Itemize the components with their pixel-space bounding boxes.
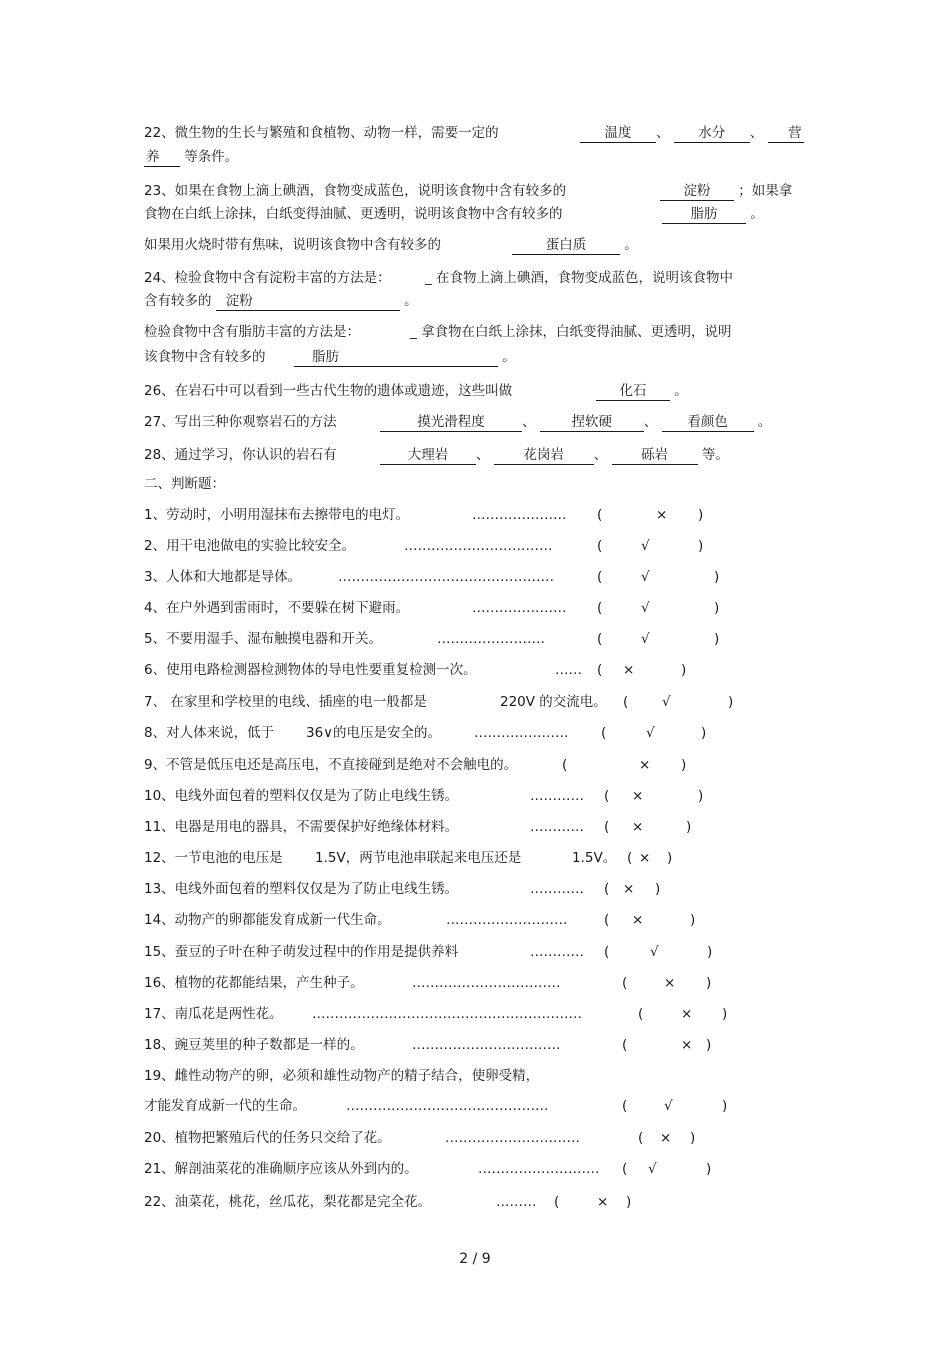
judge-item: 才能发育成新一代的生命。 (144, 1098, 306, 1114)
judge-item: 10、电线外面包着的塑料仅仅是为了防止电线生锈。 (144, 788, 459, 804)
q28-answer-2: 花岗岩 (494, 446, 594, 465)
judge-open: ( (627, 850, 633, 866)
judge-close: ) (681, 757, 687, 773)
judge-close: ) (686, 819, 692, 835)
judge-mark: × (623, 881, 635, 897)
judge-open: ( (597, 538, 603, 554)
judge-dots: ……………………………………… (346, 1098, 549, 1114)
judge-close: ) (698, 788, 704, 804)
judge-open: ( (604, 881, 610, 897)
judge-mark: × (660, 1130, 672, 1146)
judge-item: 19、雌性动物产的卵，必须和雄性动物产的精子结合，使卵受精， (144, 1068, 540, 1084)
judge-mark: √ (641, 600, 650, 616)
judge-item: 6、使用电路检测器检测物体的导电性要重复检测一次。 (144, 662, 477, 678)
judge-item: 22、油菜花，桃花，丝瓜花，梨花都是完全花。 (144, 1194, 432, 1210)
judge-dots: ……… (496, 1194, 537, 1210)
judge-dots: ………… (530, 788, 584, 804)
period: 。 (674, 383, 688, 399)
q26-answer: 化石 (596, 382, 670, 401)
judge-mark: × (597, 1194, 609, 1210)
judge-item: 14、动物产的卵都能发育成新一代生命。 (144, 912, 391, 928)
judge-mark: × (632, 912, 644, 928)
judge-item: 3、人体和大地都是导体。 (144, 569, 302, 585)
judge-close: ) (626, 1194, 632, 1210)
judge-item: 18、豌豆荚里的种子数都是一样的。 (144, 1037, 364, 1053)
judge-close: ) (714, 631, 720, 647)
judge-close: ) (722, 1098, 728, 1114)
judge-mark: × (639, 850, 651, 866)
q24-line3 (144, 323, 360, 341)
judge-mark: √ (648, 1161, 657, 1177)
judge-item: 8、对人体来说，低于 (144, 725, 275, 741)
judge-mark: × (632, 788, 644, 804)
q23-line1b (660, 182, 792, 201)
judge-open: ( (622, 1161, 628, 1177)
judge-extra: 36∨的电压是安全的。 (306, 725, 442, 741)
q24-line4 (144, 348, 266, 366)
judge-close: ) (706, 1161, 712, 1177)
judge-mark: × (632, 819, 644, 835)
q27-answer-2: 捏软硬 (540, 413, 644, 432)
judge-close: ) (714, 569, 720, 585)
judge-dots: …………………………… (404, 538, 553, 554)
q22-answer-3b: 养 (144, 148, 180, 167)
q23-text-2: 食物在白纸上涂抹，白纸变得油腻、更透明，说明该食物中含有较多的 (144, 206, 563, 222)
judge-open: ( (562, 757, 568, 773)
q23-text-3: 如果用火烧时带有焦味，说明该食物中含有较多的 (144, 237, 441, 253)
judge-mark: √ (641, 631, 650, 647)
q24-blank-2: _ (410, 324, 417, 340)
q23-line2 (144, 205, 563, 223)
judge-mark: × (623, 662, 635, 678)
q27-answer-1: 摸光滑程度 (380, 413, 522, 432)
judge-close: ) (722, 1006, 728, 1022)
judge-dots: …………………… (437, 631, 545, 647)
judge-close: ) (701, 725, 707, 741)
judge-mark: √ (662, 694, 671, 710)
q27-answer-3: 看颜色 (662, 413, 754, 432)
judge-dots: …………………………… (412, 1037, 561, 1053)
q24-line4b (294, 348, 516, 367)
q23-mid: ；如果拿 (738, 183, 793, 199)
judge-open: ( (604, 819, 610, 835)
q28-answer-3: 砾岩 (612, 446, 698, 465)
judge-item: 12、一节电池的电压是 (144, 850, 283, 866)
judge-item: 5、不要用湿手、湿布触摸电器和开关。 (144, 631, 383, 647)
judge-close: ) (706, 975, 712, 991)
judge-item: 16、植物的花都能结果，产生种子。 (144, 975, 364, 991)
judge-close: ) (698, 507, 704, 523)
judge-open: ( (622, 1037, 628, 1053)
q28-answer-1: 大理岩 (380, 446, 476, 465)
judge-item: 11、电器是用电的器具，不需要保护好绝缘体材料。 (144, 819, 459, 835)
q22-answer-3a: 营 (768, 124, 804, 143)
q27-text: 27、写出三种你观察岩石的方法 (144, 414, 337, 430)
judge-dots: ……………………… (478, 1161, 600, 1177)
q24-text-4: 该食物中含有较多的 (144, 349, 266, 365)
judge-close: ) (690, 1130, 696, 1146)
judge-mark: × (681, 1006, 693, 1022)
judge-open: ( (597, 600, 603, 616)
q22-line1 (144, 124, 499, 142)
judge-dots: ………………… (474, 725, 569, 741)
judge-open: ( (623, 694, 629, 710)
suffix: 等。 (701, 447, 729, 463)
separator: 、 (749, 125, 764, 141)
judge-open: ( (622, 1098, 628, 1114)
judge-dots: ……………………… (446, 912, 568, 928)
q24-answer-1: 淀粉 (216, 292, 400, 311)
q28-line (144, 446, 337, 464)
judge-item: 20、植物把繁殖后代的任务只交给了花。 (144, 1130, 391, 1146)
q22-line2 (144, 148, 238, 167)
q24-answer-2: 脂肪 (294, 348, 498, 367)
judge-open: ( (604, 944, 610, 960)
judge-mark: √ (664, 1098, 673, 1114)
judge-mark: × (639, 757, 651, 773)
q28-answers (380, 446, 729, 465)
q23-line3 (144, 236, 441, 254)
judge-dots: ………………………… (445, 1130, 580, 1146)
judge-item: 17、南瓜花是两性花。 (144, 1006, 283, 1022)
judge-mark: × (681, 1037, 693, 1053)
period: 。 (624, 237, 638, 253)
period: 。 (404, 293, 418, 309)
q26-line (144, 382, 512, 400)
q24-line1b (425, 269, 733, 287)
q24-text-3: 检验食物中含有脂肪丰富的方法是： (144, 324, 360, 340)
judge-close: ) (681, 662, 687, 678)
judge-close: ) (655, 881, 661, 897)
judge-open: ( (597, 569, 603, 585)
separator: 、 (593, 447, 608, 463)
judge-open: ( (597, 662, 603, 678)
q23-line3b (512, 236, 638, 255)
judge-item: 1、劳动时，小明用湿抹布去擦带电的电灯。 (144, 507, 410, 523)
q24-rest-1: 在食物上滴上碘酒，食物变成蓝色，说明该食物中 (436, 270, 734, 286)
judge-item: 13、电线外面包着的塑料仅仅是为了防止电线生锈。 (144, 881, 459, 897)
judge-open: ( (638, 1006, 644, 1022)
judge-mark: √ (641, 569, 650, 585)
judge-mark: √ (650, 944, 659, 960)
judge-open: ( (638, 1130, 644, 1146)
judge-close: ) (698, 538, 704, 554)
judge-dots: ………… (530, 819, 584, 835)
q24-text: 24、检验食物中含有淀粉丰富的方法是： (144, 270, 391, 286)
period: 。 (750, 206, 764, 222)
q24-line1 (144, 269, 391, 287)
judge-dots: …………………………… (412, 975, 561, 991)
q27-answers (380, 413, 771, 432)
q22-text: 22、微生物的生长与繁殖和食植物、动物一样，需要一定的 (144, 125, 499, 141)
judge-open: ( (604, 912, 610, 928)
q24-rest-3: 拿食物在白纸上涂抹，白纸变得油腻、更透明，说明 (421, 324, 732, 340)
q23-answer-3: 蛋白质 (512, 236, 620, 255)
q22-post: 等条件。 (184, 149, 239, 165)
q24-text-2: 含有较多的 (144, 293, 212, 309)
q22-answer-2: 水分 (674, 124, 750, 143)
judge-item: 4、在户外遇到雷雨时，不要躲在树下避雨。 (144, 600, 410, 616)
q23-answer-1: 淀粉 (660, 182, 734, 201)
period: 。 (502, 349, 516, 365)
judge-dots: ………………… (472, 507, 567, 523)
q24-blank-1: _ (425, 270, 432, 286)
q28-text: 28、通过学习，你认识的岩石有 (144, 447, 337, 463)
q24-line2 (144, 292, 418, 311)
judge-dots: ………… (530, 944, 584, 960)
q26-text: 26、在岩石中可以看到一些古代生物的遗体或遗迹，这些叫做 (144, 383, 513, 399)
judge-dots: ………………… (472, 600, 567, 616)
judge-dots: ………………………………………… (338, 569, 554, 585)
q23-answer-2: 脂肪 (662, 205, 746, 224)
judge-mark: √ (641, 538, 650, 554)
judge-mark: × (664, 975, 676, 991)
separator: 、 (476, 447, 490, 463)
q26-answer-wrap (596, 382, 688, 401)
period: 。 (757, 414, 772, 430)
judge-dots: …………………………………………………… (312, 1006, 582, 1022)
judge-close: ) (707, 944, 713, 960)
judge-item: 21、解剖油菜花的准确顺序应该从外到内的。 (144, 1161, 418, 1177)
judge-open: ( (604, 788, 610, 804)
judge-item: 7、 在家里和学校里的电线、插座的电一般都是 (144, 694, 427, 710)
separator: 、 (522, 414, 536, 430)
judge-dots: ………… (530, 881, 584, 897)
judge-item: 9、不管是低压电还是高压电，不直接碰到是绝对不会触电的。 (144, 757, 518, 773)
judge-item: 2、用干电池做电的实验比较安全。 (144, 538, 356, 554)
judge-close: ) (706, 1037, 712, 1053)
judge-mark: √ (646, 725, 655, 741)
q22-answer-1: 温度 (580, 124, 656, 143)
section-heading-judgment: 二、判断题： (144, 476, 225, 492)
judge-open: ( (597, 507, 603, 523)
judge-extra-2: 1.5V。 (572, 850, 617, 866)
page-number: 2 / 9 (459, 1251, 491, 1267)
judge-mark: × (656, 507, 668, 523)
judge-close: ) (667, 850, 673, 866)
separator: 、 (643, 414, 658, 430)
q23-text: 23、如果在食物上滴上碘酒，食物变成蓝色，说明该食物中含有较多的 (144, 183, 567, 199)
judge-open: ( (554, 1194, 560, 1210)
judge-extra: 1.5V，两节电池串联起来电压还是 (315, 850, 522, 866)
judge-close: ) (714, 600, 720, 616)
separator: 、 (656, 125, 670, 141)
judge-dots: …… (555, 662, 582, 678)
judge-open: ( (622, 975, 628, 991)
judge-extra: 220V 的交流电。 (500, 694, 607, 710)
q23-line2b (662, 205, 764, 224)
q23-line1 (144, 182, 566, 200)
judge-open: ( (597, 631, 603, 647)
judge-item: 15、蚕豆的子叶在种子萌发过程中的作用是提供养料 (144, 944, 459, 960)
q27-line (144, 413, 337, 431)
judge-close: ) (690, 912, 696, 928)
q24-line3b (410, 323, 732, 341)
judge-open: ( (601, 725, 607, 741)
q22-answers (580, 124, 804, 143)
judge-close: ) (728, 694, 734, 710)
